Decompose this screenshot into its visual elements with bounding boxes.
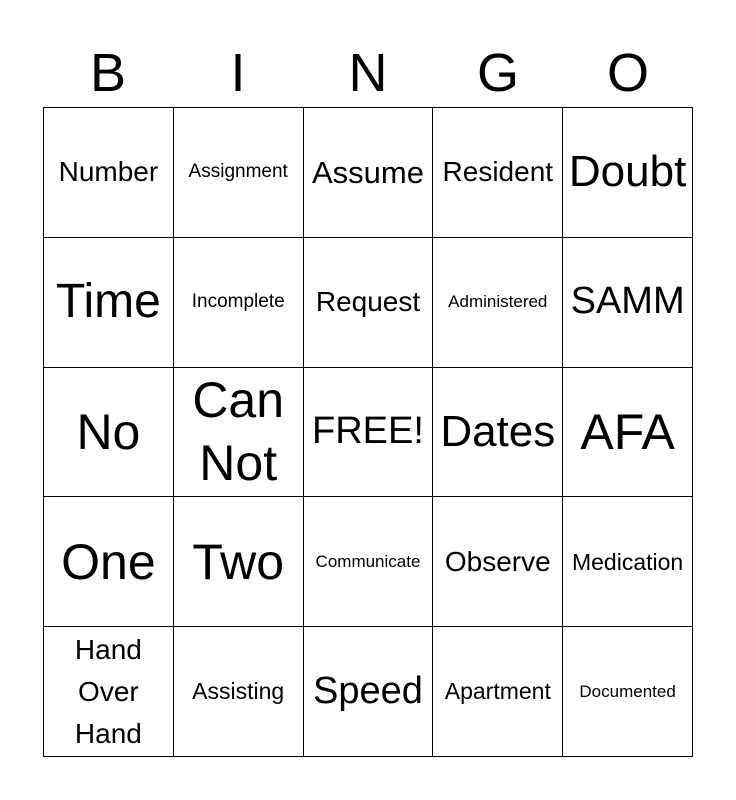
bingo-cell-r2-c3[interactable]: Request	[304, 238, 434, 368]
bingo-cell-r5-c3[interactable]: Speed	[304, 627, 434, 757]
bingo-cell-r5-c4[interactable]: Apartment	[433, 627, 563, 757]
header-letter-i: I	[230, 43, 246, 103]
header-letter-o: O	[606, 43, 649, 103]
bingo-cell-r4-c4[interactable]: Observe	[433, 497, 563, 627]
header-letter-n: N	[348, 43, 388, 103]
bingo-cell-r3-c5[interactable]: AFA	[563, 368, 693, 498]
header-letter-b: B	[89, 43, 127, 103]
bingo-cell-r5-c5[interactable]: Documented	[563, 627, 693, 757]
bingo-cell-r2-c5[interactable]: SAMM	[563, 238, 693, 368]
bingo-cell-r1-c2[interactable]: Assignment	[174, 108, 304, 238]
bingo-cell-r5-c2[interactable]: Assisting	[174, 627, 304, 757]
bingo-cell-r3-c4[interactable]: Dates	[433, 368, 563, 498]
bingo-cell-r3-c3-free[interactable]: FREE!	[304, 368, 434, 498]
bingo-cell-r3-c2[interactable]: Can Not	[174, 368, 304, 498]
bingo-cell-r5-c1[interactable]: Hand Over Hand	[44, 627, 174, 757]
bingo-cell-r1-c5[interactable]: Doubt	[563, 108, 693, 238]
bingo-board	[43, 107, 693, 757]
bingo-cell-r1-c4[interactable]: Resident	[433, 108, 563, 238]
bingo-cell-r2-c4[interactable]: Administered	[433, 238, 563, 368]
header-letter-g: G	[476, 43, 519, 103]
bingo-header	[43, 40, 693, 106]
bingo-cell-r1-c3[interactable]: Assume	[304, 108, 434, 238]
bingo-cell-r4-c5[interactable]: Medication	[563, 497, 693, 627]
bingo-cell-r4-c1[interactable]: One	[44, 497, 174, 627]
bingo-cell-r3-c1[interactable]: No	[44, 368, 174, 498]
bingo-cell-r2-c2[interactable]: Incomplete	[174, 238, 304, 368]
bingo-cell-r1-c1[interactable]: Number	[44, 108, 174, 238]
bingo-cell-r2-c1[interactable]: Time	[44, 238, 174, 368]
bingo-cell-r4-c2[interactable]: Two	[174, 497, 304, 627]
bingo-cell-r4-c3[interactable]: Communicate	[304, 497, 434, 627]
